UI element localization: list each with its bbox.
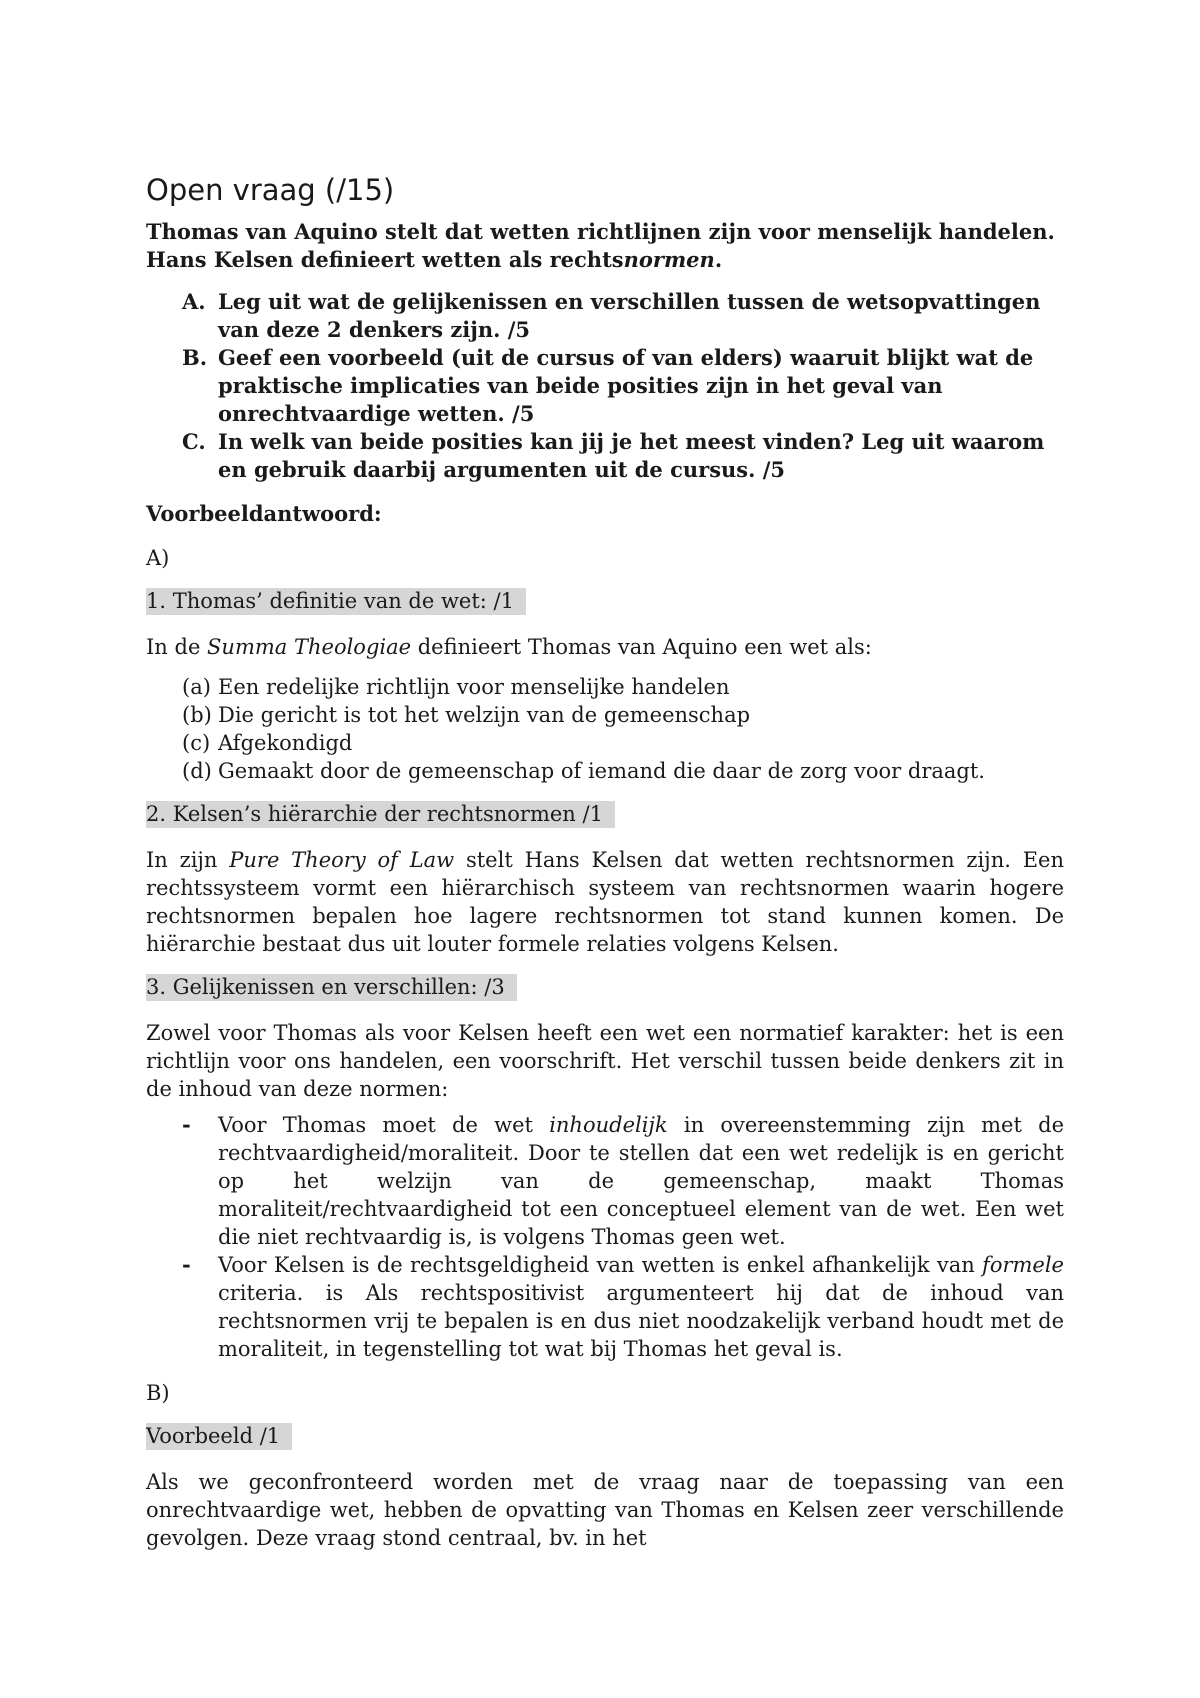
list-item-text: criteria. is Als rechtspositivist argumenteert hij dat de inhoud van rechtsnormen vrij te bepalen is en dus niet noodzakelijk verband houdt met de moraliteit, in tegenstelling tot wat bij Thomas het geval is.: [218, 1281, 1064, 1361]
question-item: [146, 288, 1064, 344]
paragraph-text: In de: [146, 635, 208, 659]
paragraph-comparison: Zowel voor Thomas als voor Kelsen heeft een wet een normatief karakter: het is een richtlijn voor ons handelen, een voorschrift. Het verschil tussen beide denkers zit in de inhoud van deze normen:: [146, 1021, 1064, 1101]
section-heading-1-wrap: [146, 588, 1064, 617]
list-item-text: Gemaakt door de gemeenschap of iemand die daar de zorg voor draagt.: [218, 759, 985, 783]
question-letter: C.: [182, 429, 206, 454]
pure-theory-title: Pure Theory of Law: [229, 848, 455, 872]
list-item: [146, 701, 1064, 729]
list-item-text: in overeenstemming zijn met de rechtvaardigheid/moraliteit. Door te stellen dat een wet redelijk is en gericht op het welzijn van de gemeenschap, maakt Thomas moraliteit/rechtvaardigheid tot een conceptueel element van de wet. Een wet die niet rechtvaardig is, is volgens Thomas geen wet.: [218, 1113, 1064, 1249]
paragraph-text: definieert Thomas van Aquino een wet als:: [411, 635, 872, 659]
section-heading-1: 1. Thomas’ definitie van de wet: /1: [146, 588, 526, 615]
list-item-letter: (d): [182, 759, 212, 783]
part-b-label: B): [146, 1381, 170, 1405]
list-item: [146, 757, 1064, 785]
definition-list: [146, 673, 1064, 785]
section-heading-3-wrap: [146, 974, 1064, 1003]
answer-heading: Voorbeeldantwoord:: [146, 501, 382, 526]
question-letter: A.: [182, 289, 206, 314]
list-item-text: Een redelijke richtlijn voor menselijke handelen: [218, 675, 730, 699]
part-a-label: A): [146, 546, 170, 570]
intro-emphasis: normen: [623, 247, 715, 272]
section-heading-3: 3. Gelijkenissen en verschillen: /3: [146, 974, 517, 1001]
question-list: [146, 288, 1064, 484]
section-heading-2: 2. Kelsen’s hiërarchie der rechtsnormen /1: [146, 801, 615, 828]
list-item-text: Voor Thomas moet de wet: [218, 1113, 550, 1137]
question-item: [146, 428, 1064, 484]
paragraph-kelsen: [146, 846, 1064, 958]
intro-text: Thomas van Aquino stelt dat wetten richtlijnen zijn voor menselijk handelen. Hans Kelsen definieert wetten als rechts: [146, 219, 1055, 272]
dash-marker: -: [182, 1112, 191, 1137]
list-item-letter: (a): [182, 675, 211, 699]
page-title: Open vraag (/15): [146, 173, 395, 207]
question-text: Leg uit wat de gelijkenissen en verschillen tussen de wetsopvattingen van deze 2 denkers zijn. /5: [218, 289, 1041, 342]
paragraph-text: In zijn: [146, 848, 230, 872]
paragraph-example: Als we geconfronteerd worden met de vraag naar de toepassing van een onrechtvaardige wet, hebben de opvatting van Thomas en Kelsen zeer verschillende gevolgen. Deze vraag stond centraal, bv. in het: [146, 1470, 1064, 1550]
question-text: Geef een voorbeeld (uit de cursus of van elders) waaruit blijkt wat de praktische implicaties van beide posities zijn in het geval van onrechtvaardige wetten. /5: [218, 345, 1034, 426]
list-item-text: Afgekondigd: [218, 731, 353, 755]
paragraph-text: stelt Hans Kelsen dat wetten rechtsnormen zijn. Een rechtssysteem vormt een hiërarchisch systeem van rechtsnormen waarin hogere rechtsnormen bepalen hoe lagere rechtsnormen tot stand kunnen komen. De hiërarchie bestaat dus uit louter formele relaties volgens Kelsen.: [146, 848, 1064, 956]
list-item-text: Die gericht is tot het welzijn van de gemeenschap: [218, 703, 751, 727]
intro-end: .: [714, 247, 723, 272]
question-text: In welk van beide posities kan jij je het meest vinden? Leg uit waarom en gebruik daarbij argumenten uit de cursus. /5: [218, 429, 1045, 482]
comparison-list: [146, 1111, 1064, 1363]
section-heading-2-wrap: [146, 801, 1064, 830]
question-letter: B.: [182, 345, 208, 370]
section-heading-b-wrap: [146, 1423, 1064, 1452]
list-item-letter: (c): [182, 731, 211, 755]
list-item: [146, 729, 1064, 757]
dash-marker: -: [182, 1252, 191, 1277]
summa-title: Summa Theologiae: [207, 635, 412, 659]
list-item-letter: (b): [182, 703, 212, 727]
section-heading-voorbeeld: Voorbeeld /1: [146, 1423, 292, 1450]
list-item-emphasis: formele: [982, 1253, 1064, 1277]
document-page: [146, 172, 1064, 1552]
list-item: [146, 673, 1064, 701]
list-item-emphasis: inhoudelijk: [549, 1113, 668, 1137]
paragraph-thomas-definition: [146, 633, 1064, 661]
list-item-text: Voor Kelsen is de rechtsgeldigheid van wetten is enkel afhankelijk van: [218, 1253, 983, 1277]
list-item: [146, 1251, 1064, 1363]
question-item: [146, 344, 1064, 428]
list-item: [146, 1111, 1064, 1251]
intro-paragraph: [146, 218, 1064, 274]
